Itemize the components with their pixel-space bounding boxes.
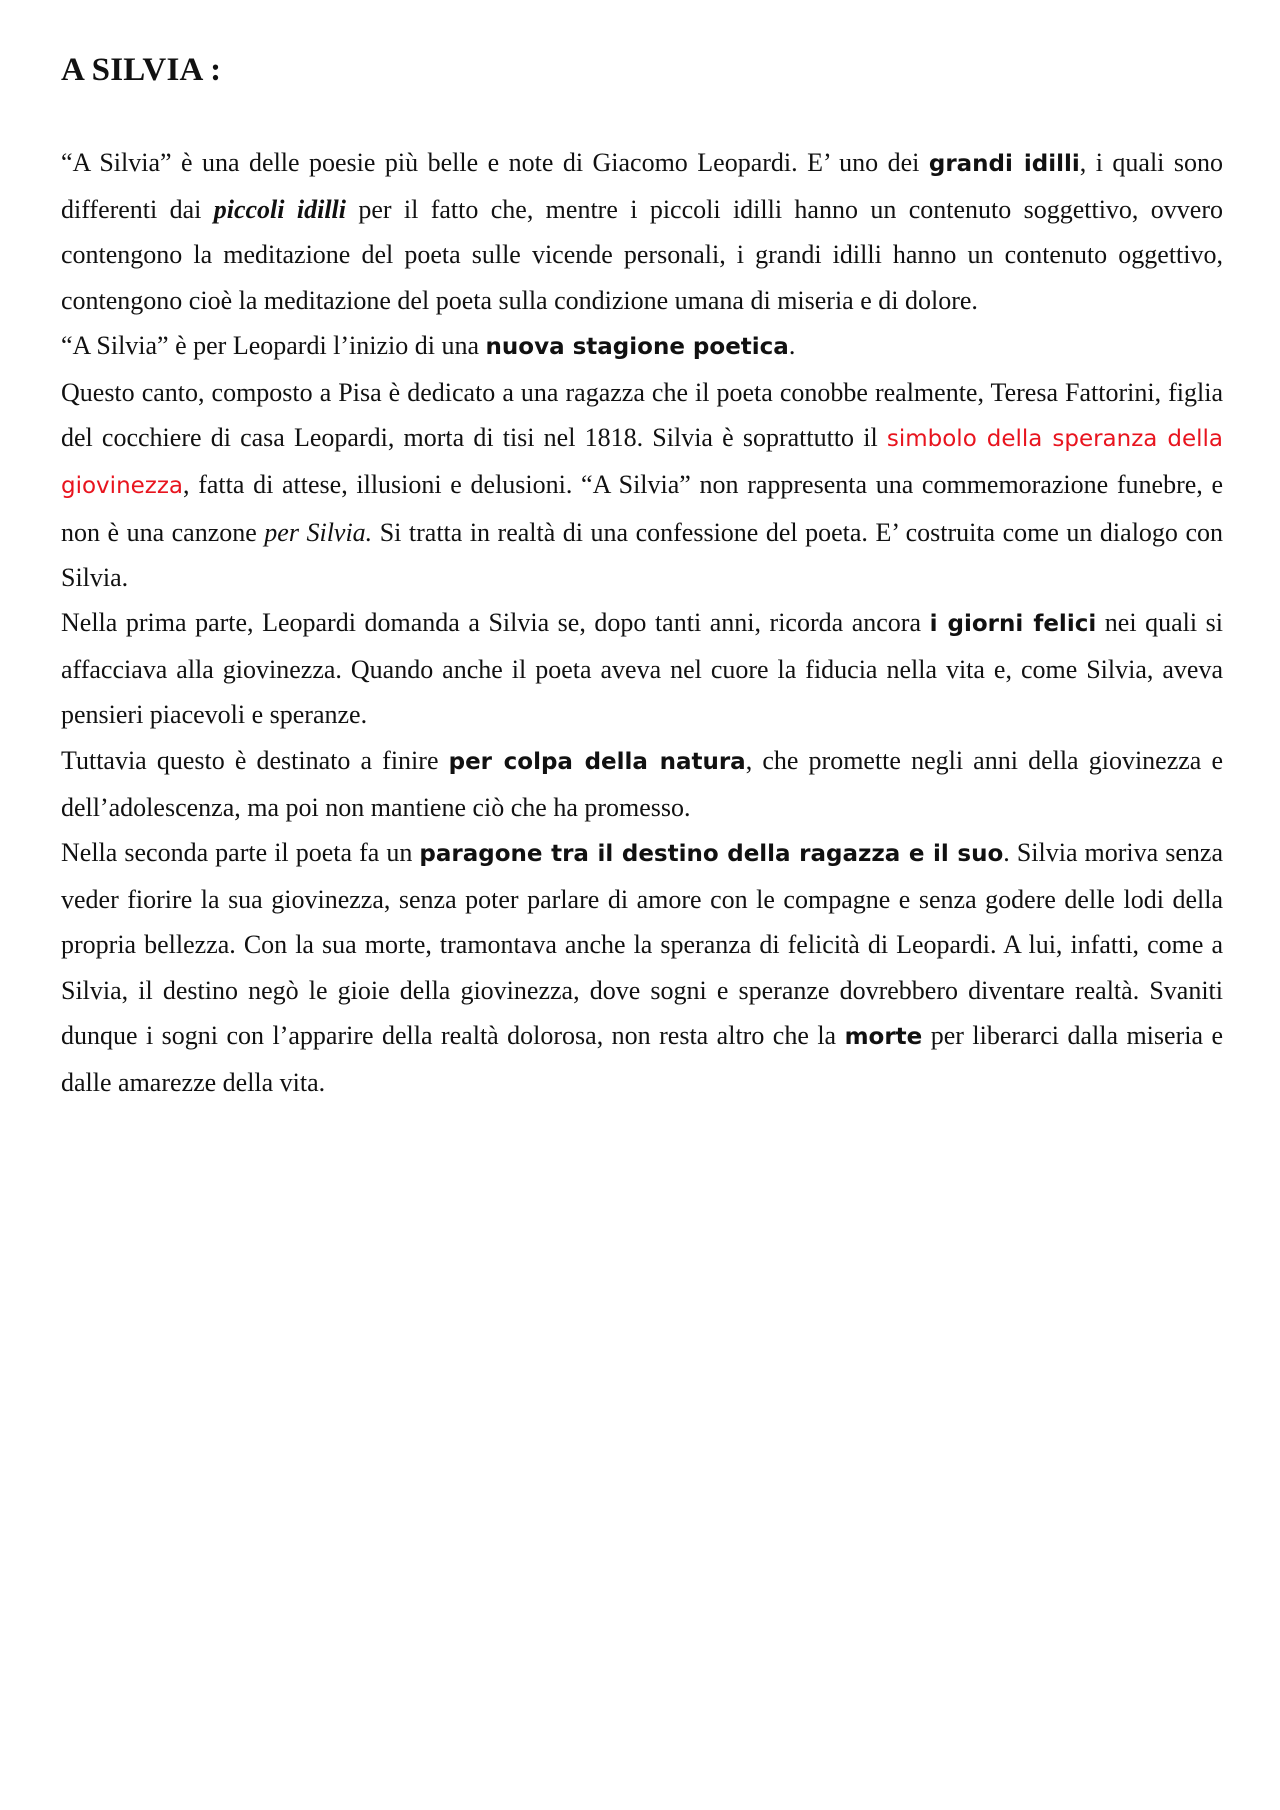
text-run: “A Silvia” è per Leopardi l’inizio di una [61,330,486,360]
document-page [61,48,1223,1105]
text-run: Nella prima parte, Leopardi domanda a Silvia se, dopo tanti anni, ricorda ancora [61,608,930,638]
paragraph-new-season [61,323,1223,370]
bold-text-colpa-natura: per colpa della natura [448,748,746,775]
text-run: per liberarci dalla miseria e dalle amarezze della vita. [61,1020,1223,1098]
bold-text-morte: morte [844,1023,923,1050]
bold-text-paragone: paragone tra il destino della ragazza e il suo [419,841,1004,868]
paragraph-first-part [61,600,1223,738]
highlight-text-simbolo: simbolo della speranza della giovinezza [61,426,1223,500]
paragraph-second-part [61,830,1223,1105]
bold-text-grandi-idilli: grandi idilli [928,151,1080,177]
text-run: , i quali sono differenti dai [61,148,1223,225]
bold-italic-text-piccoli-idilli: piccoli idilli [213,195,346,225]
text-run: Questo canto, composto a Pisa è dedicato a una ragazza che il poeta conobbe realmente, Teresa Fattorini, figlia del cocchiere di casa Leopardi, morta di tisi nel 1818. Silvia è soprattutto il [61,378,1223,453]
paragraph-teresa [61,370,1223,600]
page-title: A SILVIA : [61,52,222,88]
text-run: Nella seconda parte il poeta fa un [61,838,420,868]
text-run: “A Silvia” è una delle poesie più belle e note di Giacomo Leopardi. E’ uno dei [61,148,929,177]
bold-text-giorni-felici: i giorni felici [929,611,1097,638]
text-run: per il fatto che, mentre i piccoli idilli hanno un contenuto soggettivo, ovvero contengono la meditazione del poeta sulle vicende personali, i grandi idilli hanno un contenuto oggettivo, contengono cioè la meditazione del poeta sulla condizione umana di miseria e di dolore. [61,195,1223,315]
text-run: Tuttavia questo è destinato a finire [61,745,449,775]
text-run: . [788,330,796,360]
paragraph-intro [61,140,1223,323]
text-run: nei quali si affacciava alla giovinezza. Quando anche il poeta aveva nel cuore la fiducia nella vita e, come Silvia, aveva pensieri piacevoli e speranze. [61,608,1223,730]
paragraph-nature [61,738,1223,830]
bold-text-nuova-stagione: nuova stagione poetica [485,333,789,360]
text-run: . Silvia moriva senza veder fiorire la sua giovinezza, senza poter parlare di amore con le compagne e senza godere delle lodi della propria bellezza. Con la sua morte, tramontava anche la speranza di felicità di Leopardi. A lui, infatti, come a Silvia, il destino negò le gioie della giovinezza, dove sogni e speranze dovrebbero diventare realtà. Svaniti dunque i sogni con l’apparire della realtà dolorosa, non resta altro che la [61,838,1224,1050]
text-run: , che promette negli anni della giovinezza e dell’adolescenza, ma poi non mantiene ciò che ha promesso. [61,745,1223,822]
text-run: Si tratta in realtà di una confessione del poeta. E’ costruita come un dialogo con Silvia. [61,517,1223,592]
italic-text-per-silvia: per Silvia. [264,517,373,547]
text-run: , fatta di attese, illusioni e delusioni. “A Silvia” non rappresenta una commemorazione funebre, e non è una canzone [61,470,1223,547]
